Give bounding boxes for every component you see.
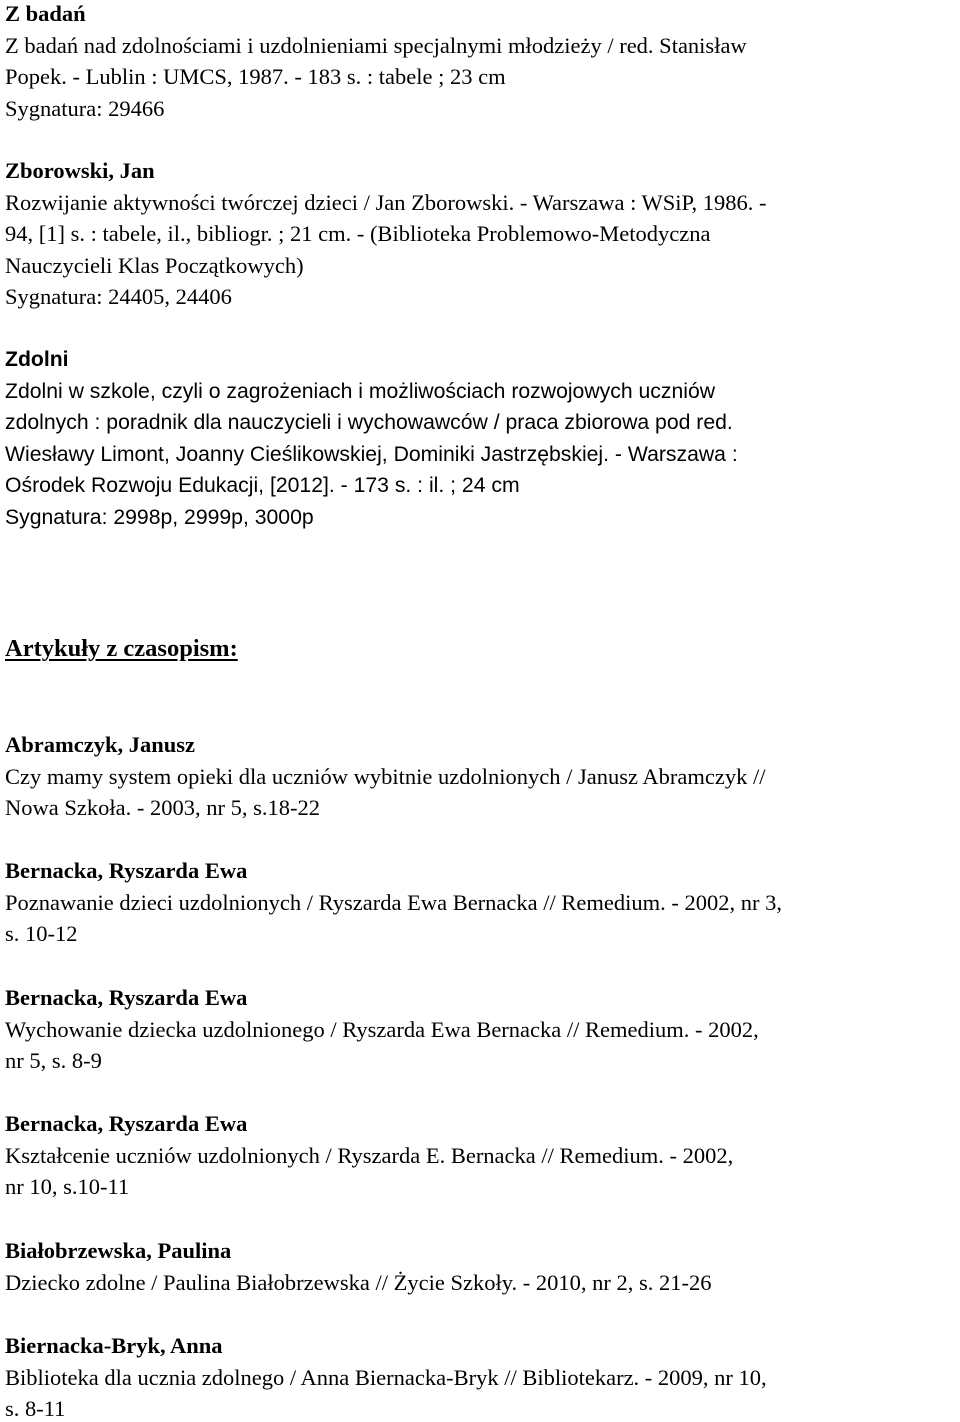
entry-heading: Zdolni — [5, 348, 69, 371]
article-entry — [5, 1108, 960, 1203]
entry-text-line: Wiesławy Limont, Joanny Cieślikowskiej, Dominiki Jastrzębskiej. - Warszawa : — [5, 442, 738, 466]
entry-text-line: Popek. - Lublin : UMCS, 1987. - 183 s. : tabele ; 23 cm — [5, 64, 506, 90]
entry-heading: Zborowski, Jan — [5, 158, 155, 183]
entry-text-line: Zdolni w szkole, czyli o zagrożeniach i możliwościach rozwojowych uczniów — [5, 379, 716, 403]
entry-signature: Sygnatura: 29466 — [5, 95, 165, 121]
entry-text-line: Poznawanie dzieci uzdolnionych / Ryszarda Ewa Bernacka // Remedium. - 2002, nr 3, — [5, 889, 782, 915]
entry-text-line: nr 10, s.10-11 — [5, 1174, 130, 1200]
entry-text-line: Wychowanie dziecka uzdolnionego / Ryszarda Ewa Bernacka // Remedium. - 2002, — [5, 1016, 759, 1042]
entry-heading: Bernacka, Ryszarda Ewa — [5, 858, 248, 883]
entry-text-line: Biblioteka dla ucznia zdolnego / Anna Biernacka-Bryk // Bibliotekarz. - 2009, nr 10, — [5, 1364, 767, 1390]
entry-heading: Abramczyk, Janusz — [5, 732, 195, 757]
entry-heading: Biernacka-Bryk, Anna — [5, 1333, 223, 1358]
entry-heading: Bernacka, Ryszarda Ewa — [5, 1111, 248, 1136]
entry-text-line: Z badań nad zdolnościami i uzdolnieniami specjalnymi młodzieży / red. Stanisław — [5, 32, 747, 58]
article-entry — [5, 855, 960, 950]
entry-text-line: s. 10-12 — [5, 921, 78, 947]
article-entry — [5, 729, 960, 824]
entry-text-line: Dziecko zdolne / Paulina Białobrzewska // Życie Szkoły. - 2010, nr 2, s. 21-26 — [5, 1269, 712, 1295]
entry-heading: Białobrzewska, Paulina — [5, 1238, 232, 1263]
entry-text-line: Czy mamy system opieki dla uczniów wybitnie uzdolnionych / Janusz Abramczyk // — [5, 763, 766, 789]
entry-text-line: 94, [1] s. : tabele, il., bibliogr. ; 21 cm. - (Biblioteka Problemowo-Metodyczna — [5, 221, 711, 247]
entry-signature: Sygnatura: 2998p, 2999p, 3000p — [5, 505, 314, 529]
entry-text-line: nr 5, s. 8-9 — [5, 1048, 102, 1074]
entry-text-line: Ośrodek Rozwoju Edukacji, [2012]. - 173 s. : il. ; 24 cm — [5, 474, 520, 498]
entry-text-line: Nauczycieli Klas Początkowych) — [5, 252, 304, 278]
entry-text-line: s. 8-11 — [5, 1396, 66, 1422]
entry-text-line: Kształcenie uczniów uzdolnionych / Ryszarda E. Bernacka // Remedium. - 2002, — [5, 1142, 734, 1168]
entry-signature: Sygnatura: 24405, 24406 — [5, 284, 232, 310]
book-entry — [5, 344, 960, 534]
article-entry — [5, 1235, 960, 1298]
entry-text-line: zdolnych : poradnik dla nauczycieli i wychowawców / praca zbiorowa pod red. — [5, 411, 733, 435]
article-entry — [5, 1330, 960, 1422]
section-title: Artykuły z czasopism: — [5, 635, 238, 662]
entry-text-line: Nowa Szkoła. - 2003, nr 5, s.18-22 — [5, 795, 320, 821]
entry-heading: Bernacka, Ryszarda Ewa — [5, 985, 248, 1010]
book-entry — [5, 155, 960, 313]
article-entry — [5, 982, 960, 1077]
entry-text-line: Rozwijanie aktywności twórczej dzieci / Jan Zborowski. - Warszawa : WSiP, 1986. - — [5, 189, 767, 215]
book-entry — [5, 0, 960, 124]
entry-heading: Z badań — [5, 1, 86, 26]
